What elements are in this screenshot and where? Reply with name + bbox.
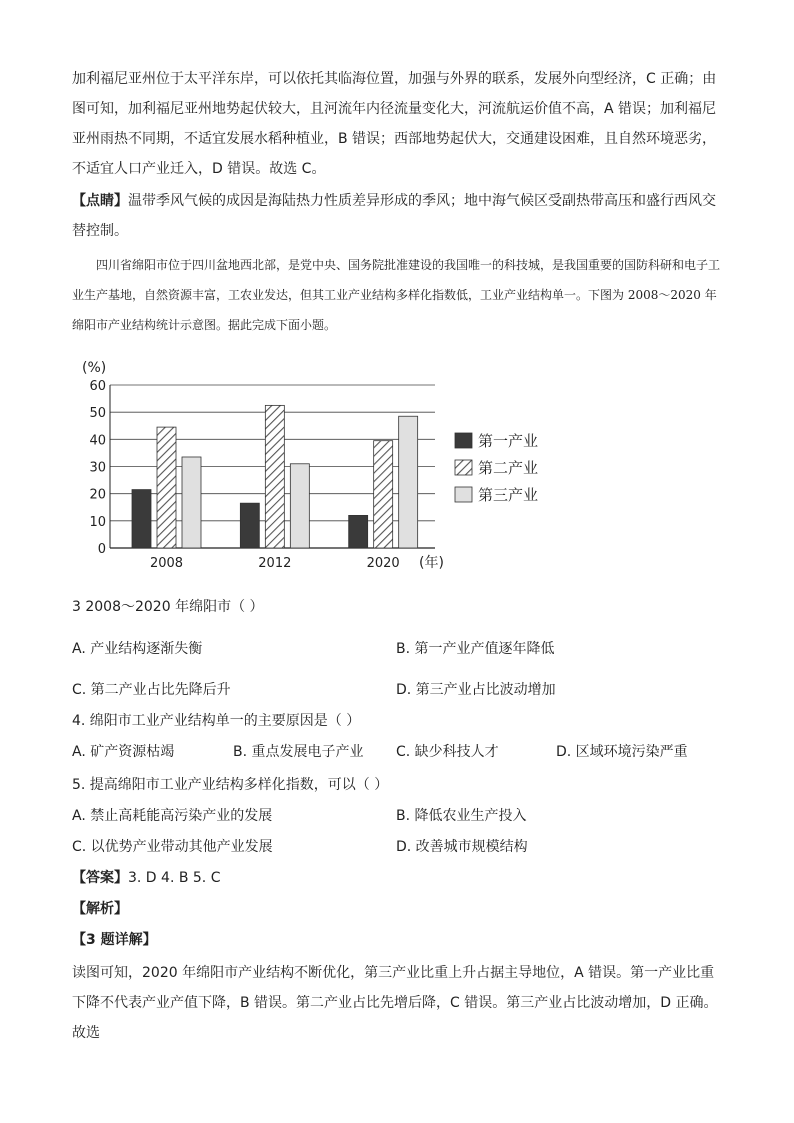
answer-line	[72, 867, 220, 889]
answer-tag: 【答案】	[72, 870, 128, 886]
legend-label-2: 第二产业	[478, 459, 539, 477]
question-3-option-d[interactable]: D. 第三产业占比波动增加	[396, 682, 556, 698]
bar-2012-series-3	[290, 464, 309, 548]
x-tick-label-2008: 2008	[149, 556, 184, 571]
bar-2012-series-1	[240, 503, 259, 548]
question-3-option-c[interactable]: C. 第二产业占比先降后升	[72, 682, 231, 698]
previous-answer-paragraph: 加利福尼亚州位于太平洋东岸，可以依托其临海位置，加强与外界的联系，发展外向型经济，C 正确；由图可知，加利福尼亚州地势起伏较大，且河流年内径流量变化大，河流航运价值不高，A 错误；加利福尼亚州雨热不同期，不适宜发展水稻种植业，B 错误；西部地势起伏大，交通建设困难，且自然环境恶劣，不适宜人口产业迁入，D 错误。故选 C。	[72, 71, 717, 177]
question-4-option-a[interactable]: A. 矿产资源枯竭	[72, 744, 175, 760]
dianjing-text: 温带季风气候的成因是海陆热力性质差异形成的季风；地中海气候区受副热带高压和盛行西风交替控制。	[72, 193, 716, 239]
y-tick-label: 60	[89, 379, 106, 394]
question-5-option-d[interactable]: D. 改善城市规模结构	[396, 839, 528, 855]
question-4-stem: 4. 绵阳市工业产业结构单一的主要原因是（ ）	[72, 713, 361, 729]
bar-2008-series-1	[132, 490, 151, 548]
question-3-option-a[interactable]: A. 产业结构逐渐失衡	[72, 641, 203, 657]
industry-structure-bar-chart	[70, 352, 560, 580]
legend-swatch-1	[455, 433, 472, 448]
question-5-option-a[interactable]: A. 禁止高耗能高污染产业的发展	[72, 808, 273, 824]
material-paragraph	[72, 250, 724, 340]
question-5-option-c[interactable]: C. 以优势产业带动其他产业发展	[72, 839, 273, 855]
question-3-option-b[interactable]: B. 第一产业产值逐年降低	[396, 641, 555, 657]
legend-label-1: 第一产业	[478, 432, 539, 450]
question-4-option-b[interactable]: B. 重点发展电子产业	[233, 744, 364, 760]
answer-text: 3. D 4. B 5. C	[128, 870, 221, 886]
dianjing-tag: 【点睛】	[72, 193, 128, 209]
y-tick-label: 10	[89, 514, 106, 530]
legend-swatch-2	[455, 460, 472, 475]
material-text: 四川省绵阳市位于四川盆地西北部，是党中央、国务院批准建设的我国唯一的科技城，是我国重要的国防科研和电子工业生产基地，自然资源丰富，工农业发达，但其工业产业结构多样化指数低，工业产业结构单一。下图为 2008～2020 年绵阳市产业结构统计示意图。据此完成下面小题。	[72, 258, 721, 332]
y-tick-label: 0	[97, 542, 106, 557]
detail-paragraph: 读图可知，2020 年绵阳市产业结构不断优化，第三产业比重上升占据主导地位，A 错误。第一产业比重下降不代表产业产值下降，B 错误。第二产业占比先增后降，C 错误。第三产业占比波动增加，D 正确。故选	[72, 965, 718, 1041]
question-4-option-c[interactable]: C. 缺少科技人才	[396, 744, 499, 760]
y-tick-label: 40	[89, 433, 106, 449]
y-tick-label: 20	[89, 487, 106, 503]
dianjing-paragraph	[72, 186, 724, 246]
y-tick-label: 30	[89, 460, 106, 476]
y-tick-label: 50	[89, 406, 106, 422]
bar-2020-series-2	[374, 441, 393, 548]
legend-label-3: 第三产业	[478, 486, 539, 504]
question-5-stem: 5. 提高绵阳市工业产业结构多样化指数，可以（ ）	[72, 777, 389, 793]
bar-2008-series-2	[157, 427, 176, 548]
bar-2020-series-1	[349, 515, 368, 548]
x-tick-label-2012: 2012	[258, 556, 292, 571]
bar-2012-series-2	[265, 405, 284, 548]
x-axis-unit: (年)	[419, 555, 444, 571]
bar-2020-series-3	[399, 416, 418, 548]
detail-tag: 【3 题详解】	[72, 932, 157, 948]
question-3-stem: 3 2008～2020 年绵阳市（ ）	[72, 599, 264, 615]
bar-2008-series-3	[182, 457, 201, 548]
y-axis-label: (%)	[82, 360, 107, 376]
analysis-tag: 【解析】	[72, 901, 128, 917]
question-5-option-b[interactable]: B. 降低农业生产投入	[396, 808, 527, 824]
question-4-option-d[interactable]: D. 区域环境污染严重	[556, 744, 688, 760]
x-tick-label-2020: 2020	[366, 556, 400, 571]
legend-swatch-3	[455, 487, 472, 502]
